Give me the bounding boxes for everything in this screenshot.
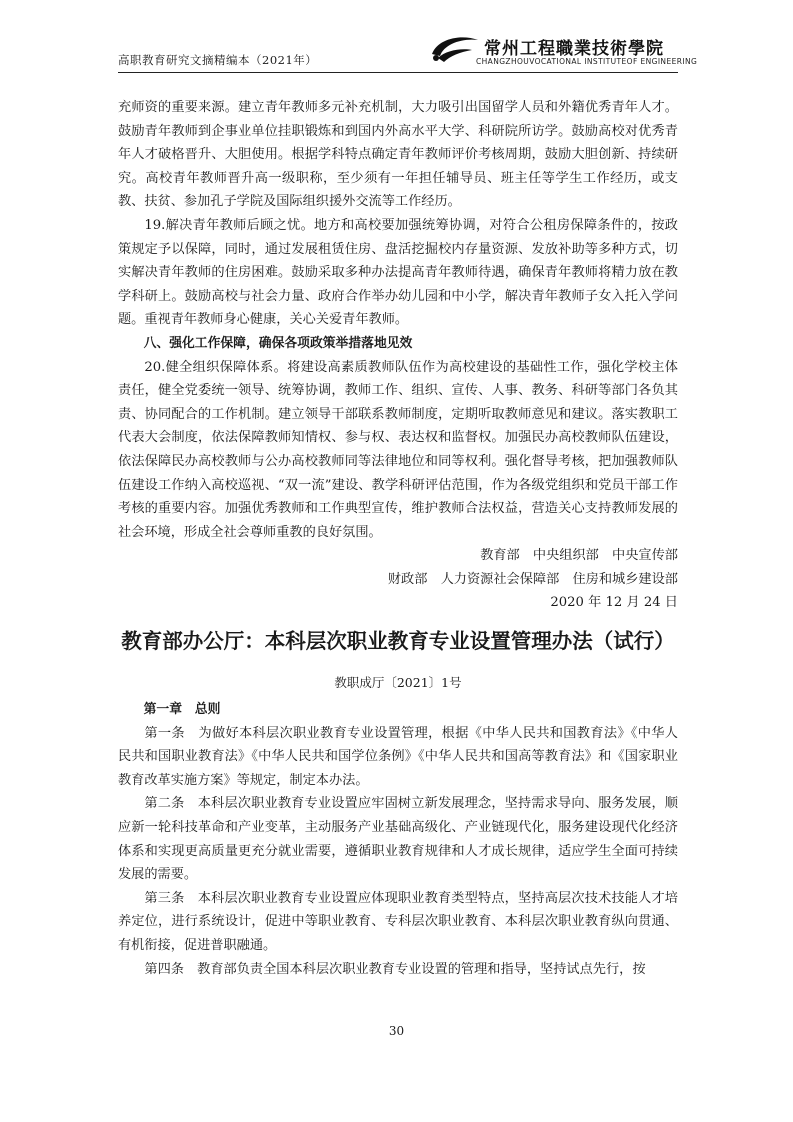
- chapter-heading: 第一章 总则: [143, 702, 221, 718]
- article: 第二条 本科层次职业教育专业设置应牢固树立新发展理念，坚持需求导向、服务发展，顺应新一轮科技革命和产业变革，主动服务产业基础高级化、产业链现代化，服务建设现代化经济体系和实现更高质量更充分就业需要，遵循职业教育规律和人才成长规律，适应学生全面可持续发展的需要。: [118, 796, 678, 883]
- signatory-line: 财政部 人力资源社会保障部 住房和城乡建设部: [387, 571, 678, 587]
- page-header: [118, 30, 698, 73]
- page-body: [118, 96, 678, 981]
- article: 第一条 为做好本科层次职业教育专业设置管理，根据《中华人民共和国教育法》《中华人民共和国职业教育法》《中华人民共和国学位条例》《中华人民共和国高等教育法》和《国家职业教育改革实施方案》等规定，制定本办法。: [118, 725, 678, 788]
- article: 第三条 本科层次职业教育专业设置应体现职业教育类型特点，坚持高层次技术技能人才培养定位，进行系统设计，促进中等职业教育、专科层次职业教育、本科层次职业教育纵向贯通、有机衔接，促进普职融通。: [118, 890, 678, 953]
- school-emblem-icon: [428, 34, 480, 64]
- running-header-title: 高职教育研究文摘精编本（2021年）: [118, 53, 318, 67]
- article: 第四条 教育部负责全国本科层次职业教育专业设置的管理和指导，坚持试点先行，按: [144, 961, 646, 977]
- paragraph: 20.健全组织保障体系。将建设高素质教师队伍作为高校建设的基础性工作，强化学校主体责任，健全党委统一领导、统筹协调，教师工作、组织、宣传、人事、教务、科研等部门各负其责、协同配合的工作机制。建立领导干部联系教师制度，定期听取教师意见和建议。落实教职工代表大会制度，依法保障教师知情权、参与权、表达权和监督权。加强民办高校教师队伍建设，依法保障民办高校教师与公办高校教师同等法律地位和同等权利。强化督导考核，把加强教师队伍建设工作纳入高校巡视、“双一流”建设、教学科研评估范围，作为各级党组织和党员干部工作考核的重要内容。加强优秀教师和工作典型宣传，维护教师合法权益，营造关心支持教师发展的社会环境，形成全社会尊师重教的良好氛围。: [118, 359, 678, 540]
- document-number: 教职成厅〔2021〕1号: [334, 675, 462, 691]
- school-logo: [428, 30, 698, 70]
- page-number: 30: [388, 1024, 405, 1038]
- paragraph: 充师资的重要来源。建立青年教师多元补充机制，大力吸引出国留学人员和外籍优秀青年人才。鼓励青年教师到企事业单位挂职锻炼和到国内外高水平大学、科研院所访学。鼓励高校对优秀青年人才破格晋升、大胆使用。根据学科特点确定青年教师评价考核周期，鼓励大胆创新、持续研究。高校青年教师晋升高一级职称，至少须有一年担任辅导员、班主任等学生工作经历，或支教、扶贫、参加孔子学院及国际组织援外交流等工作经历。: [118, 100, 678, 210]
- section-heading: 八、强化工作保障，确保各项政策举措落地见效: [143, 335, 413, 351]
- school-name-en: CHANGZHOUVOCATIONAL INSTITUTEOF ENGINEERING: [476, 57, 698, 66]
- document-title: 教育部办公厅：本科层次职业教育专业设置管理办法（试行）: [121, 629, 675, 654]
- paragraph: 19.解决青年教师后顾之忧。地方和高校要加强统筹协调，对符合公租房保障条件的，按政策规定予以保障，同时，通过发展租赁住房、盘活挖掘校内存量资源、发放补助等多种方式，切实解决青年教师的住房困难。鼓励采取多种办法提高青年教师待遇，确保青年教师将精力放在教学科研上。鼓励高校与社会力量、政府合作举办幼儿园和中小学，解决青年教师子女入托入学问题。重视青年教师身心健康，关心关爱青年教师。: [118, 217, 678, 328]
- signature-date: 2020 年 12 月 24 日: [550, 595, 678, 611]
- signatory-line: 教育部 中央组织部 中央宣传部: [480, 548, 678, 564]
- school-name-cn: 常州工程職業技術學院: [484, 39, 664, 59]
